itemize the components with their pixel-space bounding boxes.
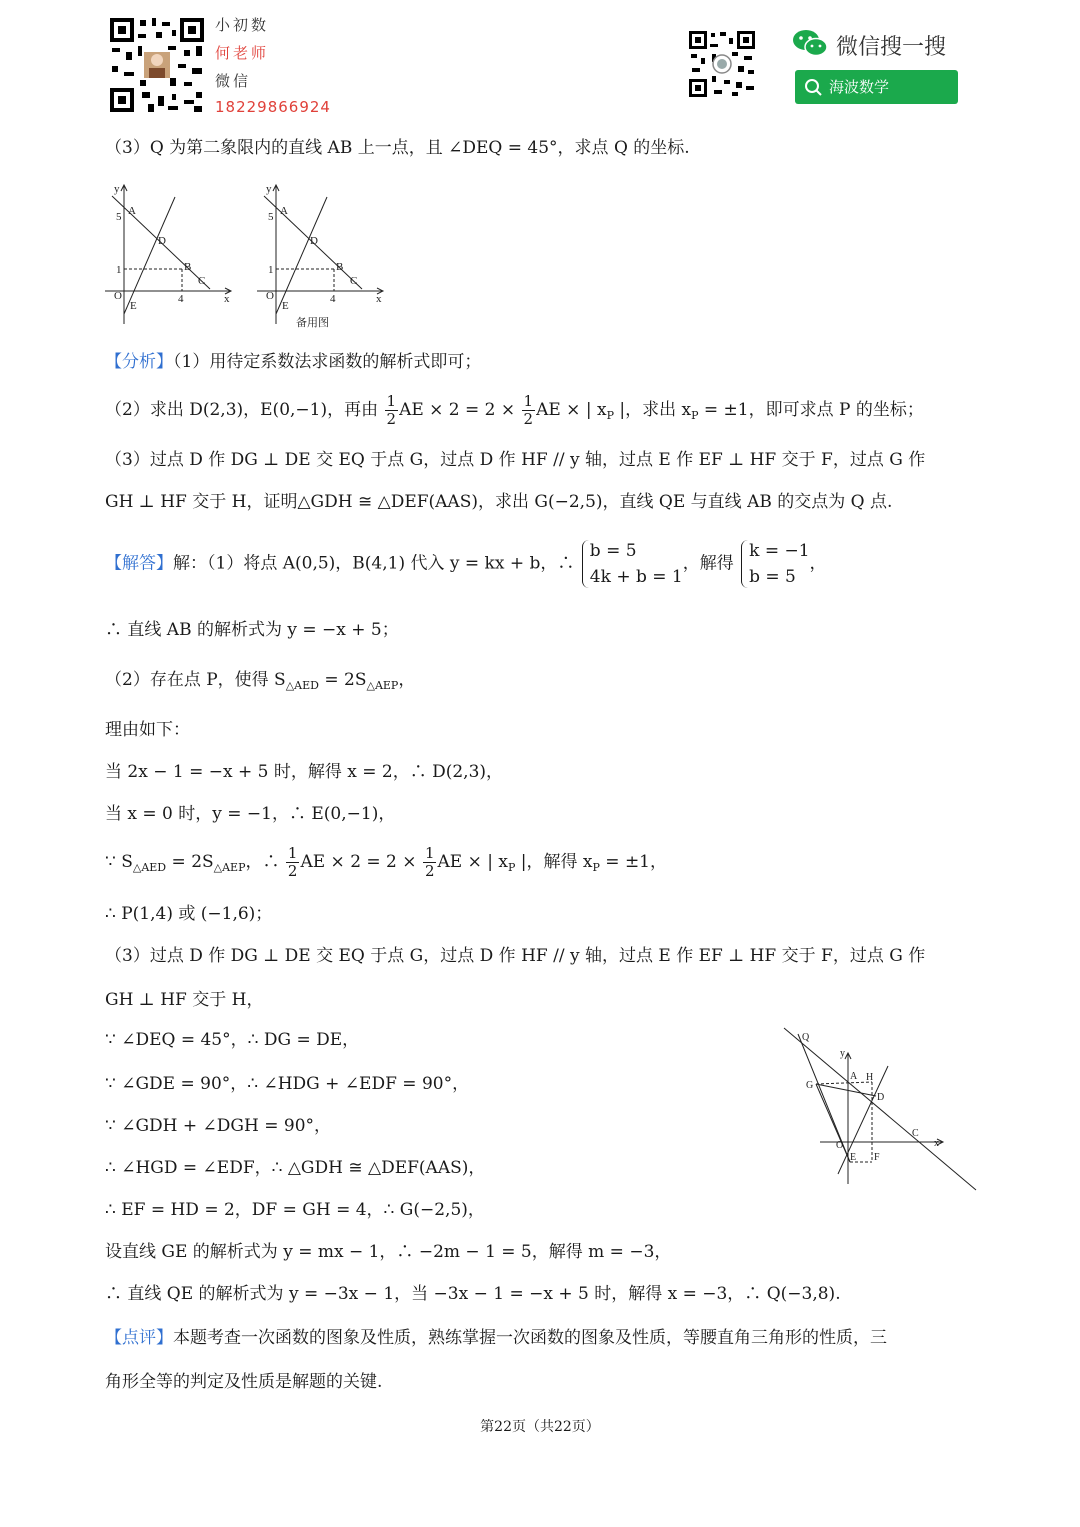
analysis-line-3: （3）过点 D 作 DG ⊥ DE 交 EQ 于点 G，过点 D 作 HF // y 轴，过点 E 作 EF ⊥ HF 交于 F，过点 G 作: [105, 450, 926, 470]
search-icon: [803, 70, 823, 116]
solution-line-14: ∴ ∠HGD = ∠EDF，∴ △GDH ≅ △DEF(AAS)，: [105, 1158, 486, 1178]
question-figure: [100, 174, 400, 334]
fraction-half: $\frac{1}{2}$: [287, 844, 298, 880]
label-O: O: [836, 1140, 844, 1151]
label-y: y: [266, 183, 272, 195]
solution-figure: [780, 1024, 980, 1194]
label-E: E: [850, 1152, 857, 1163]
label-A: A: [128, 205, 136, 217]
label-y: y: [114, 183, 120, 195]
label-H: H: [866, 1072, 874, 1083]
solution-line-2: ∴ 直线 AB 的解析式为 y = −x + 5；: [105, 620, 399, 640]
solution-line-10: GH ⊥ HF 交于 H，: [105, 990, 264, 1010]
label-A: A: [850, 1071, 858, 1082]
contact-qr-code: [108, 16, 206, 114]
label-Q: Q: [802, 1032, 810, 1043]
page-footer: 第22页（共22页）: [480, 1419, 600, 1435]
fraction-half: $\frac{1}{2}$: [386, 392, 397, 428]
label-G: G: [806, 1080, 814, 1091]
solution-line-13: ∵ ∠GDH + ∠DGH = 90°，: [105, 1116, 332, 1136]
review-line-1: 【点评】本题考查一次函数的图象及性质，熟练掌握一次函数的图象及性质，等腰直角三角形的性质，三: [105, 1328, 887, 1348]
review-line-2: 角形全等的判定及性质是解题的关键.: [105, 1372, 383, 1392]
wechat-search-title: 微信搜一搜: [836, 35, 947, 60]
wechat-qr-code: [688, 30, 756, 98]
solution-line-1: 【解答】解：（1）将点 A(0,5)，B(4,1) 代入 y = kx + b，∴ b = 5 4k + b = 1 ，解得 k = −1 b = 5 ，: [105, 538, 827, 590]
solution-line-11: ∵ ∠DEQ = 45°，∴ DG = DE，: [105, 1030, 360, 1050]
equation-system-1: b = 5 4k + b = 1: [580, 538, 683, 590]
analysis-tag: 【分析】: [105, 352, 173, 372]
fraction-half: $\frac{1}{2}$: [523, 392, 534, 428]
label-B: B: [184, 261, 192, 273]
contact-line-3: 微信: [215, 72, 252, 90]
solution-line-3: （2）存在点 P，使得 $S_{\triangle AED} = 2S_{\triangle AEP}$，: [105, 670, 416, 692]
label-5: 5: [268, 211, 274, 223]
label-4: 4: [330, 293, 336, 305]
analysis-line-4: GH ⊥ HF 交于 H，证明△GDH ≅ △DEF(AAS)，求出 G(−2,5)，直线 QE 与直线 AB 的交点为 Q 点.: [105, 492, 893, 512]
label-B: B: [336, 261, 344, 273]
backup-figure-caption: 备用图: [296, 317, 329, 329]
solution-line-12: ∵ ∠GDE = 90°，∴ ∠HDG + ∠EDF = 90°，: [105, 1074, 470, 1094]
label-1: 1: [116, 264, 122, 276]
label-x: x: [376, 293, 382, 305]
wechat-account-button[interactable]: [795, 70, 958, 104]
label-C: C: [198, 275, 206, 287]
label-y: y: [840, 1048, 845, 1059]
analysis-line-1: 【分析】（1）用待定系数法求函数的解析式即可；: [105, 352, 482, 372]
solution-line-7: ∵ $S_{\triangle AED} = 2S_{\triangle AEP}$，∴ $\frac{1}{2}$ AE × 2 = 2 × $\frac{1}{2}$ AE × | $x_P$ |，解得 $x_P = \pm 1$，: [105, 844, 668, 880]
solution-line-9: （3）过点 D 作 DG ⊥ DE 交 EQ 于点 G，过点 D 作 HF // y 轴，过点 E 作 EF ⊥ HF 交于 F，过点 G 作: [105, 946, 926, 966]
analysis-line-2: （2）求出 D(2,3)，E(0,−1)，再由 $\frac{1}{2}$ AE × 2 = 2 × $\frac{1}{2}$ AE × | $x_P$ |，求出 $x_P = \pm 1$，即可求点 P 的坐标；: [105, 392, 924, 428]
contact-phone: 18229866924: [215, 98, 331, 116]
question-3: （3）Q 为第二象限内的直线 AB 上一点，且 ∠DEQ = 45°，求点 Q 的坐标.: [105, 138, 690, 158]
label-F: F: [874, 1152, 880, 1163]
solution-line-8: ∴ P(1,4) 或 (−1,6)；: [105, 904, 273, 924]
label-D: D: [158, 235, 166, 247]
equation-system-2: k = −1 b = 5: [739, 538, 809, 590]
solution-line-6: 当 x = 0 时，y = −1，∴ E(0,−1)，: [105, 804, 396, 824]
label-4: 4: [178, 293, 184, 305]
label-D: D: [877, 1092, 885, 1103]
wechat-account-label: 海波数学: [829, 78, 890, 96]
label-1: 1: [268, 264, 274, 276]
label-A: A: [280, 205, 288, 217]
label-O: O: [114, 290, 122, 302]
solution-tag: 【解答】: [105, 553, 173, 574]
solution-line-16: 设直线 GE 的解析式为 y = mx − 1，∴ −2m − 1 = 5，解得 m = −3，: [105, 1242, 672, 1262]
label-5: 5: [116, 211, 122, 223]
solution-line-17: ∴ 直线 QE 的解析式为 y = −3x − 1，当 −3x − 1 = −x + 5 时，解得 x = −3，∴ Q(−3,8).: [105, 1284, 841, 1304]
label-E: E: [130, 300, 137, 312]
label-C: C: [350, 275, 358, 287]
label-x: x: [224, 293, 230, 305]
fraction-half: $\frac{1}{2}$: [424, 844, 435, 880]
solution-line-5: 当 2x − 1 = −x + 5 时，解得 x = 2，∴ D(2,3)，: [105, 762, 504, 782]
contact-line-1: 小初数: [215, 16, 270, 34]
label-E: E: [282, 300, 289, 312]
label-D: D: [310, 235, 318, 247]
review-tag: 【点评】: [105, 1328, 173, 1348]
label-x: x: [934, 1138, 939, 1149]
label-O: O: [266, 290, 274, 302]
solution-line-15: ∴ EF = HD = 2，DF = GH = 4，∴ G(−2,5)，: [105, 1200, 485, 1220]
wechat-logo-icon: [792, 28, 828, 58]
label-C: C: [912, 1128, 919, 1139]
solution-line-4: 理由如下：: [105, 720, 190, 740]
contact-line-2: 何老师: [215, 44, 270, 62]
